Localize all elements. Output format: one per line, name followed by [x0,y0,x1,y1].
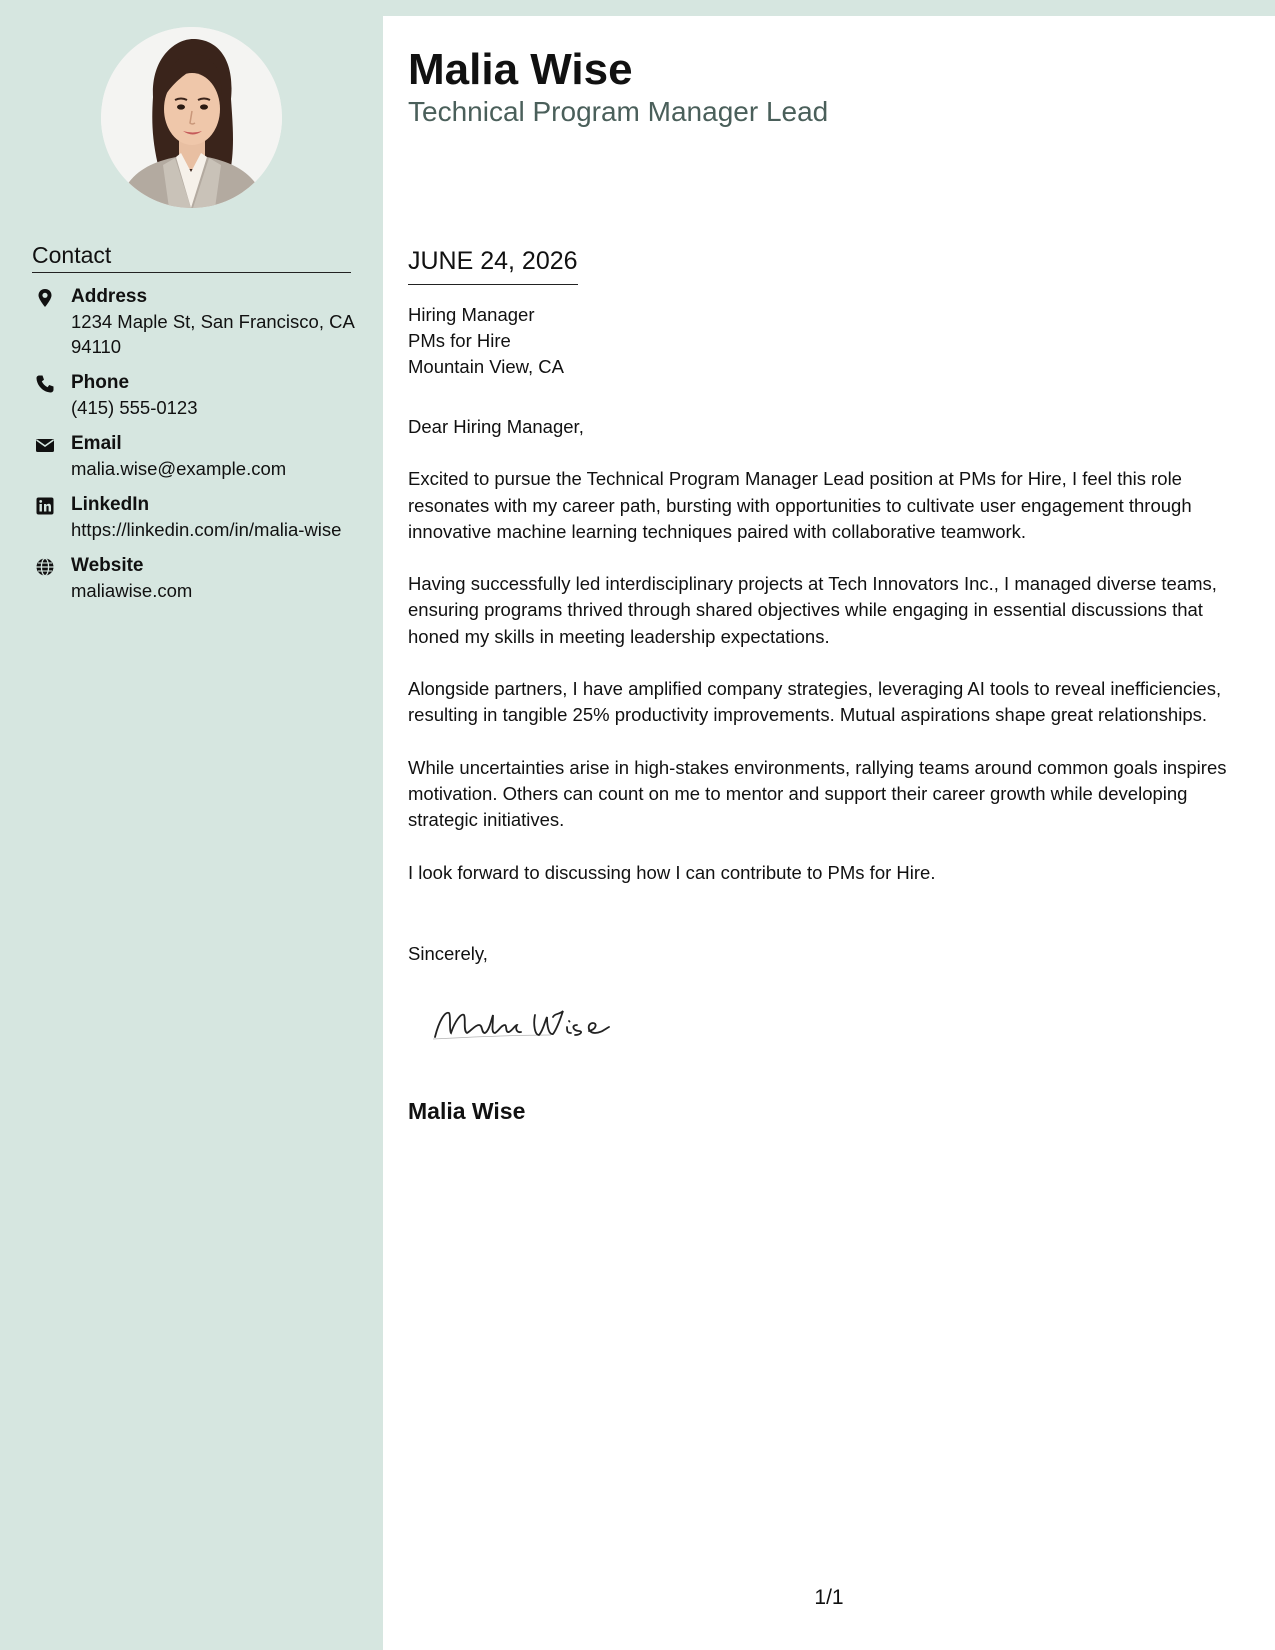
contact-item-linkedin [32,493,362,542]
letter-paragraph: I look forward to discussing how I can contribute to PMs for Hire. [408,861,936,883]
letter-paragraph: Excited to pursue the Technical Program Manager Lead position at PMs for Hire, I feel this role resonates with my career path, bursting with opportunities to cultivate user engagement through innovative machine learning techniques paired with collaborative teamwork. [408,468,1192,542]
phone-value: (415) 555-0123 [71,397,198,418]
closing: Sincerely, [408,943,488,964]
contact-item-address [32,285,362,359]
recipient-line: Hiring Manager [408,304,535,325]
contact-label: Website [71,555,144,576]
phone-icon [35,374,55,394]
recipient-line: PMs for Hire [408,330,511,351]
letter-body [408,414,1244,912]
contact-heading: Contact [32,240,351,273]
sidebar [0,0,383,1650]
recipient-block [408,302,564,380]
contact-label: Address [71,286,148,307]
website-value[interactable]: maliawise.com [71,580,193,601]
globe-icon [35,557,55,577]
contact-label: Phone [71,372,130,393]
recipient-line: Mountain View, CA [408,356,564,377]
contact-list [32,285,362,615]
email-value[interactable]: malia.wise@example.com [71,458,287,479]
contact-label: LinkedIn [71,494,150,515]
page-number: 1/1 [814,1586,844,1609]
candidate-name: Malia Wise [408,45,633,94]
handwritten-signature [431,1001,631,1056]
contact-label: Email [71,433,122,454]
signer-name: Malia Wise [408,1098,526,1124]
top-strip [383,0,1275,16]
envelope-icon [35,435,55,455]
letter-paragraph: While uncertainties arise in high-stakes environments, rallying teams around common goals inspires motivation. Others can count on me to mentor and support their career growth while developing strategic initiatives. [408,756,1227,831]
contact-item-website [32,554,362,603]
contact-item-phone [32,371,362,420]
profile-photo [101,27,282,208]
letter-paragraph: Alongside partners, I have amplified company strategies, leveraging AI tools to reveal inefficiencies, resulting in tangible 25% productivity improvements. Mutual aspirations shape great relationships. [408,678,1222,726]
map-pin-icon [35,288,55,308]
linkedin-value[interactable]: https://linkedin.com/in/malia-wise [71,519,342,540]
letter-page [383,16,1275,1650]
letter-date: JUNE 24, 2026 [408,244,578,285]
contact-item-email [32,432,362,481]
linkedin-icon [35,496,55,516]
letter-paragraph: Having successfully led interdisciplinary projects at Tech Innovators Inc., I managed diverse teams, ensuring programs thrived through shared objectives while engaging in essential discussions that honed my skills in meeting leadership expectations. [408,573,1217,647]
address-value: 1234 Maple St, San Francisco, CA 94110 [71,311,354,357]
salutation: Dear Hiring Manager, [408,416,584,437]
job-title: Technical Program Manager Lead [408,96,829,127]
